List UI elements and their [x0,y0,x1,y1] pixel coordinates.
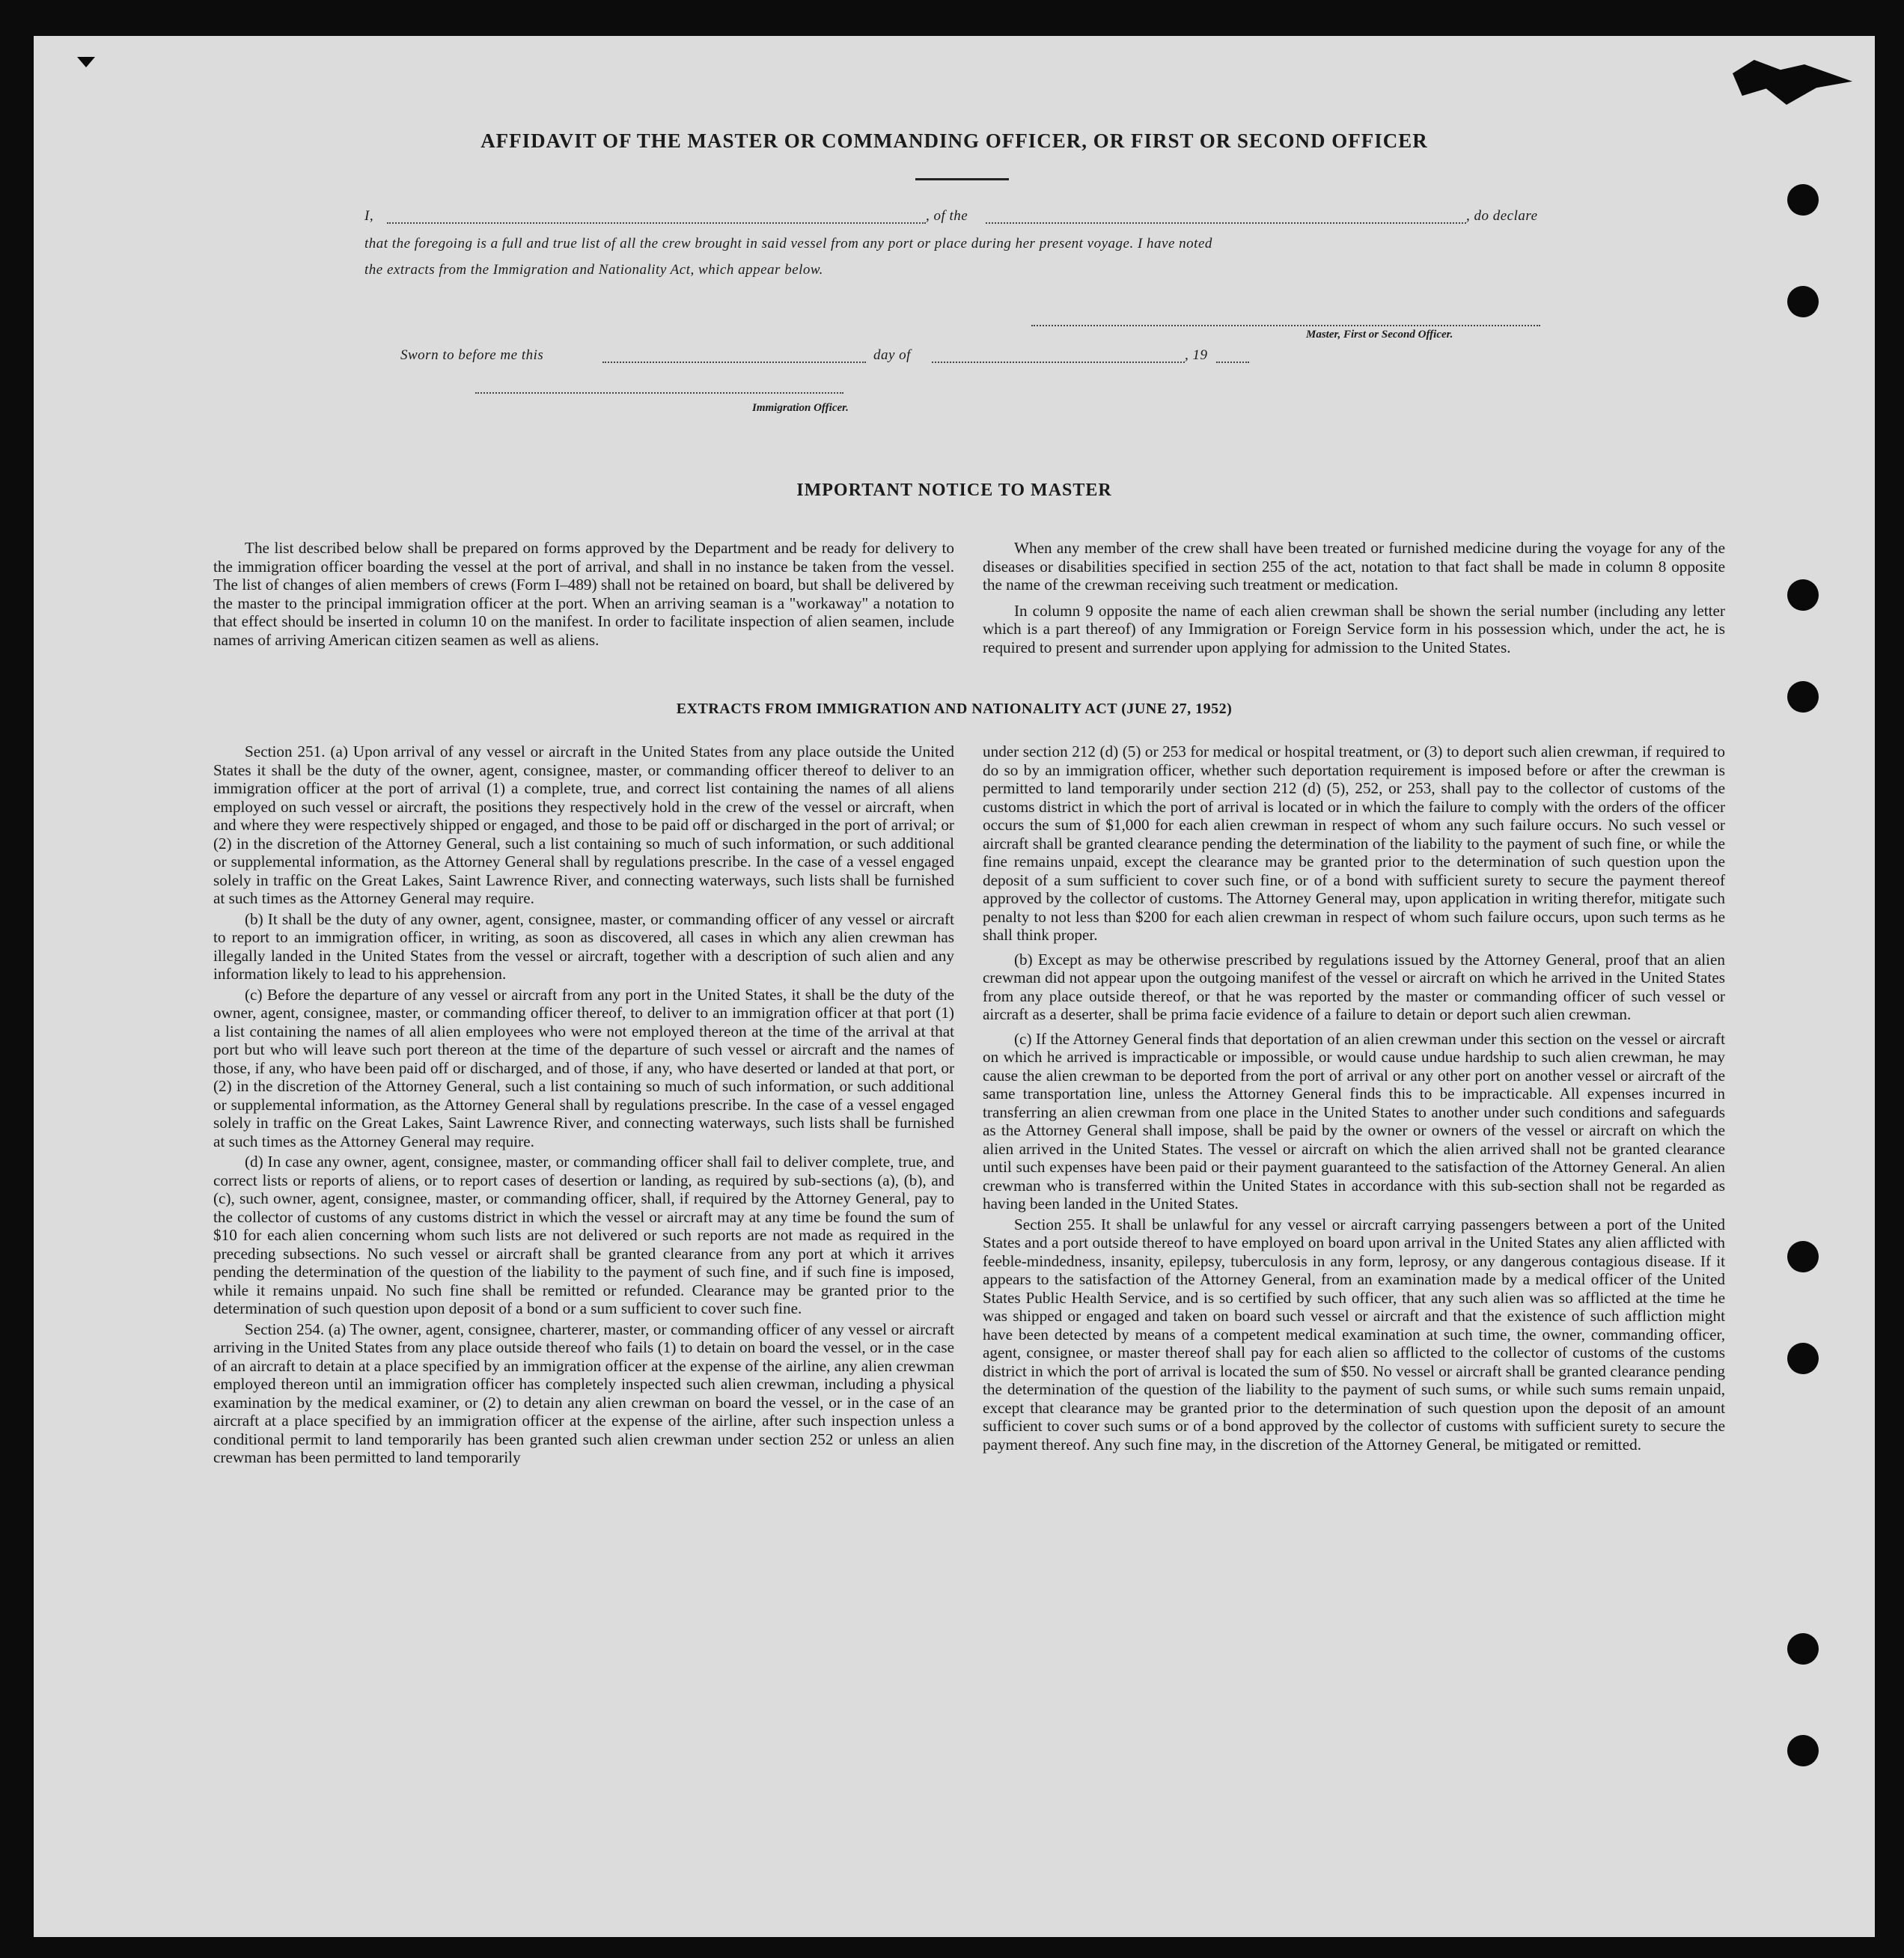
notice-right-paragraph-1: When any member of the crew shall have been treated or furnished medicine during the voyage for any of the diseases or disabilities specified in section 255 of the act, notation to that fact shall be made in column 8 opposite the name of the crewman receiving such treatment or medication. [983,539,1725,594]
section-254-c: (c) If the Attorney General finds that deportation of an alien crewman under this section on the vessel or aircraft on which he arrived is impracticable or impossible, or would cause undue hardship to such alien crewman, he may cause the alien crewman to be deported from the port of arrival or any other port on another vessel or aircraft of the same transportation line, unless the Attorney General finds this to be impracticable. All expenses incurred in transferring an alien crewman from one place in the United States to another under such conditions and safeguards as the Attorney General shall impose, shall be paid by the owner or owners of the vessel or aircraft on which the alien arrived in the United States. The vessel or aircraft on which the alien arrived shall not be granted clearance until such expenses have been paid or their payment guaranteed to the satisfaction of the Attorney General. An alien crewman who is transferred within the United States in accordance with this sub-section shall not be regarded as having been landed in the United States. [983,1029,1725,1213]
master-signature-label: Master, First or Second Officer. [1306,329,1453,341]
sworn-label: Sworn to before me this [400,347,544,363]
vessel-name-field[interactable] [986,222,1466,224]
day-of-label: day of [873,347,911,363]
sworn-year-field[interactable] [1216,362,1249,363]
punch-hole [1787,1343,1819,1374]
section-251-c: (c) Before the departure of any vessel or aircraft from any port in the United States, it shall be the duty of the owner, agent, consignee, master, or commanding officer thereof, to deliver to an immigration officer at that port (1) a list containing the names of all alien employees who were not employed thereon at the time of the arrival at that port but who will leave such port thereon at the time of the departure of such vessel or aircraft and the names of those, if any, who have been paid off or discharged, and of those, if any, who have deserted or landed at that port, or (2) in the discretion of the Attorney General, such a list containing so much of such information, or such additional or supplemental information, as the Attorney General shall by regulations prescribe. In the case of a vessel engaged solely in traffic on the Great Lakes, Saint Lawrence River, and connecting waterways, such lists shall be furnished at such times as the Attorney General may require. [213,985,954,1150]
punch-hole [1787,286,1819,317]
do-declare-label: , do declare [1466,208,1538,224]
section-255: Section 255. It shall be unlawful for any vessel or aircraft carrying passengers between a port of the United States and a port outside thereof to have employed on board upon arrival in the United States any alien afflicted with feeble-mindedness, insanity, epilepsy, tuberculosis in any form, leprosy, or any dangerous contagious disease. If it appears to the satisfaction of the Attorney General, from an examination made by a medical officer of the United States Public Health Service, and is so certified by such officer, that any such alien was so afflicted at the time he was shipped or engaged and taken on board such vessel or aircraft and that the existence of such affliction might have been detected by means of a competent medical examination at such time, the owner, commanding officer, agent, consignee, or master thereof shall pay for each alien so afflicted to the collector of customs of the customs district in which the port of arrival is located the sum of $50. No vessel or aircraft shall be granted clearance pending the determination of the question of the liability to the payment of such sums, or while such sums remain unpaid, except that clearance may be granted prior to the determination of such question upon the deposit of an amount sufficient to cover such sums or of a bond approved by the collector of customs with sufficient surety to secure the payment thereof. Any such fine may, in the discretion of the Attorney General, be mitigated or remitted. [983,1215,1725,1454]
section-251-a: Section 251. (a) Upon arrival of any vessel or aircraft in the United States from any place outside the United States it shall be the duty of the owner, agent, consignee, master, or commanding officer thereof to deliver to an immigration officer at the port of arrival (1) a complete, true, and correct list containing the names of all aliens employed on such vessel or aircraft, the positions they respectively hold in the crew of the vessel or aircraft, when and where they were respectively shipped or engaged, and those to be paid off or discharged in the port of arrival; or (2) in the discretion of the Attorney General, such a list containing so much of such information, or such additional or supplemental information, as the Attorney General shall by regulations prescribe. In the case of a vessel engaged solely in traffic on the Great Lakes, Saint Lawrence River, and connecting waterways, such lists shall be furnished at such times as the Attorney General may require. [213,742,954,907]
section-254-b: (b) Except as may be otherwise prescribed by regulations issued by the Attorney General, proof that an alien crewman did not appear upon the outgoing manifest of the vessel or aircraft on which he arrived in the United States from any place outside thereof, or that he was reported by the master or commanding officer of such vessel or aircraft as a deserter, shall be prima facie evidence of a failure to detain or deport such alien crewman. [983,950,1725,1023]
punch-hole [1787,1241,1819,1272]
master-signature-field[interactable] [1031,325,1540,326]
punch-hole [1787,1633,1819,1665]
torn-corner [1733,60,1852,105]
section-254-a-continued: under section 212 (d) (5) or 253 for medical or hospital treatment, or (3) to deport such alien crewman, if required to do so by an immigration officer, whether such deportation requirement is imposed before or after the crewman is permitted to land temporarily under section 212 (d) (5), 252, or 253, shall pay to the collector of customs of the customs district in which the port of arrival is located or in which the failure to comply with the orders of the officer occurs the sum of $1,000 for each alien crewman in respect of whom any such failure occurs. No such vessel or aircraft shall be granted clearance pending the determination of the liability to the payment of such fine, or while the fine remains unpaid, except the clearance may be granted prior to the determination of such question upon the deposit of a sum sufficient to cover such fine, or of a bond with sufficient surety to secure the payment thereof approved by the collector of customs. The Attorney General may, upon application in writing therefor, mitigate such penalty to not less than $200 for each alien crewman in respect of whom such failure occurs, upon such terms as he shall think proper. [983,742,1725,944]
declarant-label: I, [364,208,374,224]
document-page [34,36,1875,1937]
immigration-officer-signature-field[interactable] [475,392,843,394]
immigration-officer-label: Immigration Officer. [752,402,849,414]
extracts-left-column [213,742,954,1467]
section-251-d: (d) In case any owner, agent, consignee, master, or commanding officer shall fail to deliver complete, true, and correct lists or reports of aliens, or to report cases of desertion or landing, as required by sub-sections (a), (b), and (c), such owner, agent, consignee, master, or commanding officer, shall, if required by the Attorney General, pay to the collector of customs of any customs district in which the vessel or aircraft may at any time be found the sum of $10 for each alien concerning whom such lists are not delivered or such reports are not made as required in the preceding subsections. No such vessel or aircraft shall be granted clearance from any port at which it arrives pending the determination of the question of the liability to the payment of such fine, and if such fine is imposed, while it remains unpaid. No such fine shall be remitted or refunded. Clearance may be granted prior to the determination of such question upon deposit of a bond or a sum sufficient to cover such fine. [213,1153,954,1317]
section-251-b: (b) It shall be the duty of any owner, agent, consignee, master, or commanding officer of any vessel or aircraft to report to an immigration officer, in writing, as soon as discovered, all cases in which any alien crewman has illegally landed in the United States from the vessel or aircraft, together with a description of such alien and any information likely to lead to his apprehension. [213,909,954,983]
notice-right-paragraph-2: In column 9 opposite the name of each alien crewman shall be shown the serial number (including any letter which is a part thereof) of any Immigration or Foreign Service form in his possession which, under the act, he is required to present and surrender upon applying for admission to the United States. [983,601,1725,656]
extracts-right-column [983,742,1725,1454]
notice-right-column [983,539,1725,656]
extracts-title: EXTRACTS FROM IMMIGRATION AND NATIONALITY ACT (JUNE 27, 1952) [676,701,1233,717]
corner-mark [77,57,95,67]
section-254-a: Section 254. (a) The owner, agent, consignee, charterer, master, or commanding officer of any vessel or aircraft arriving in the United States from any place outside thereof who fails (1) to detain on board the vessel, or in the case of an aircraft to detain at a place specified by an immigration officer at the expense of the airline, any alien crewman employed thereon until an immigration officer has completely inspected such alien crewman, including a physical examination by the medical examiner, or (2) to detain any alien crewman on board the vessel, or in the case of an aircraft at a place specified by an immigration officer at the expense of the airline, after such inspection unless a conditional permit to land temporarily has been granted such alien crewman under section 252 or unless an alien crewman has been permitted to land temporarily [213,1320,954,1466]
declaration-line-3: the extracts from the Immigration and Nationality Act, which appear below. [364,262,823,278]
notice-left-column [213,539,954,649]
declarant-name-field[interactable] [387,222,926,224]
punch-hole [1787,184,1819,216]
affidavit-title: AFFIDAVIT OF THE MASTER OR COMMANDING OFFICER, OR FIRST OR SECOND OFFICER [480,129,1428,152]
punch-hole [1787,1735,1819,1766]
punch-hole [1787,579,1819,611]
sworn-day-field[interactable] [602,362,866,363]
year-prefix-label: , 19 [1185,347,1208,363]
declaration-line-2: that the foregoing is a full and true list of all the crew brought in said vessel from any port or place during her present voyage. I have noted [364,236,1212,251]
title-rule [915,178,1009,180]
notice-title: IMPORTANT NOTICE TO MASTER [796,481,1112,500]
of-the-label: , of the [926,208,968,224]
sworn-month-field[interactable] [932,362,1185,363]
notice-left-paragraph: The list described below shall be prepared on forms approved by the Department and be ready for delivery to the immigration officer boarding the vessel at the port of arrival, and shall in no instance be taken from the vessel. The list of changes of alien members of crews (Form I–489) shall not be retained on board, but shall be delivered by the master to the principal immigration officer at the port. When an arriving seaman is a "workaway" a notation to that effect should be inserted in column 10 on the manifest. In order to facilitate inspection of alien seamen, include names of arriving American citizen seamen as well as aliens. [213,539,954,649]
